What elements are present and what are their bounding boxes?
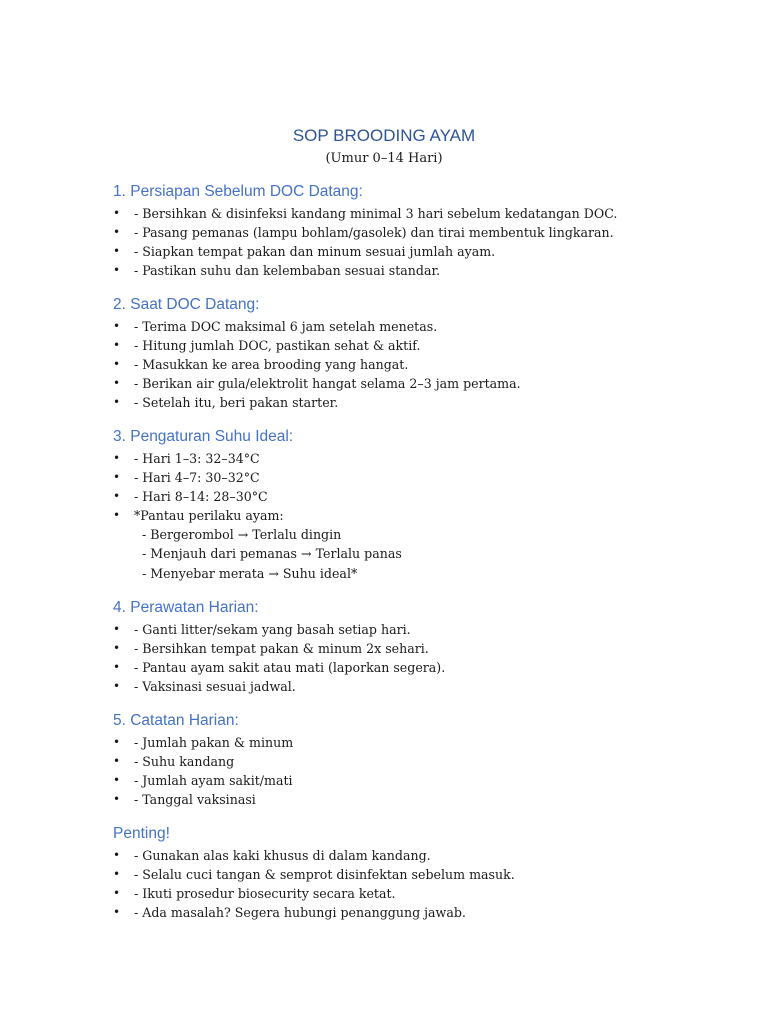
bullet-icon: • — [113, 451, 121, 465]
bullet-icon: • — [113, 338, 121, 352]
bullet-icon: • — [113, 867, 121, 881]
sub-item: - Menyebar merata → Suhu ideal* — [142, 566, 358, 581]
bullet-icon: • — [113, 660, 121, 674]
bullet-icon: • — [113, 206, 121, 220]
section-heading-persiapan: 1. Persiapan Sebelum DOC Datang: — [113, 183, 363, 200]
section-heading-saat-doc: 2. Saat DOC Datang: — [113, 296, 260, 313]
bullet-icon: • — [113, 679, 121, 693]
sub-item: - Bergerombol → Terlalu dingin — [142, 527, 342, 542]
bullet-icon: • — [113, 622, 121, 636]
bullet-icon: • — [113, 244, 121, 258]
bullet-icon: • — [113, 319, 121, 333]
document-title: SOP BROODING AYAM — [292, 126, 476, 145]
bullet-icon: • — [113, 773, 121, 787]
section-heading-penting: Penting! — [113, 825, 170, 842]
section-heading-perawatan: 4. Perawatan Harian: — [113, 599, 259, 616]
section-heading-suhu: 3. Pengaturan Suhu Ideal: — [113, 428, 294, 445]
bullet-icon: • — [113, 641, 121, 655]
bullet-icon: • — [113, 508, 121, 522]
bullet-icon: • — [113, 886, 121, 900]
document-page: SOP BROODING AYAM (Umur 0–14 Hari) 1. Persiapan Sebelum DOC Datang: • - Bersihkan & disinfeksi kandang minimal 3 hari sebelum kedatangan DOC. • - Pasang pemanas (lampu bohlam/gasolek) dan tirai membentuk lingkaran. • - Siapkan tempat pakan dan minum sesuai jumlah ayam. • - Pastikan suhu dan kelembaban sesuai standar. 2. Saat DOC Datang: • - Terima DOC maksimal 6 jam setelah menetas. • - Hitung jumlah DOC, pastikan sehat & aktif. • - Masukkan ke area brooding yang hangat. • - Berikan air gula/elektrolit hangat selama 2–3 jam pertama. • - Setelah itu, beri pakan starter. 3. Pengaturan Suhu Ideal: • - Hari 1–3: 32–34°C • - Hari 4–7: 30–32°C • - Hari 8–14: 28–30°C • *Pantau perilaku ayam: - Bergerombol → Terlalu dingin - Menjauh dari pemanas → Terlalu panas - Menyebar merata → Suhu ideal* 4. Perawatan Harian: • - Ganti litter/sekam yang basah setiap hari. • - Bersihkan tempat pakan & minum 2x sehari. • - Pantau ayam sakit atau mati (laporkan segera). • - Vaksinasi sesuai jadwal. 5. Catatan Harian: • - Jumlah pakan & minum • - Suhu kandang • - Jumlah ayam sakit/mati • - Tanggal vaksinasi Penting! • - Gunakan alas kaki khusus di dalam kandang. • - Selalu cuci tangan & semprot disinfektan sebelum masuk. • - Ikuti prosedur biosecurity secara ketat. • - Ada masalah? Segera hubungi penanggung jawab. — [0, 0, 768, 1024]
bullet-icon: • — [113, 357, 121, 371]
sub-item: - Menjauh dari pemanas → Terlalu panas — [142, 546, 402, 561]
section-heading-catatan: 5. Catatan Harian: — [113, 712, 239, 729]
bullet-icon: • — [113, 376, 121, 390]
bullet-icon: • — [113, 848, 121, 862]
bullet-icon: • — [113, 489, 121, 503]
bullet-icon: • — [113, 754, 121, 768]
bullet-icon: • — [113, 792, 121, 806]
bullet-icon: • — [113, 225, 121, 239]
bullet-icon: • — [113, 470, 121, 484]
bullet-icon: • — [113, 905, 121, 919]
bullet-icon: • — [113, 263, 121, 277]
bullet-icon: • — [113, 735, 121, 749]
bullet-icon: • — [113, 395, 121, 409]
document-subtitle: (Umur 0–14 Hari) — [325, 151, 443, 166]
